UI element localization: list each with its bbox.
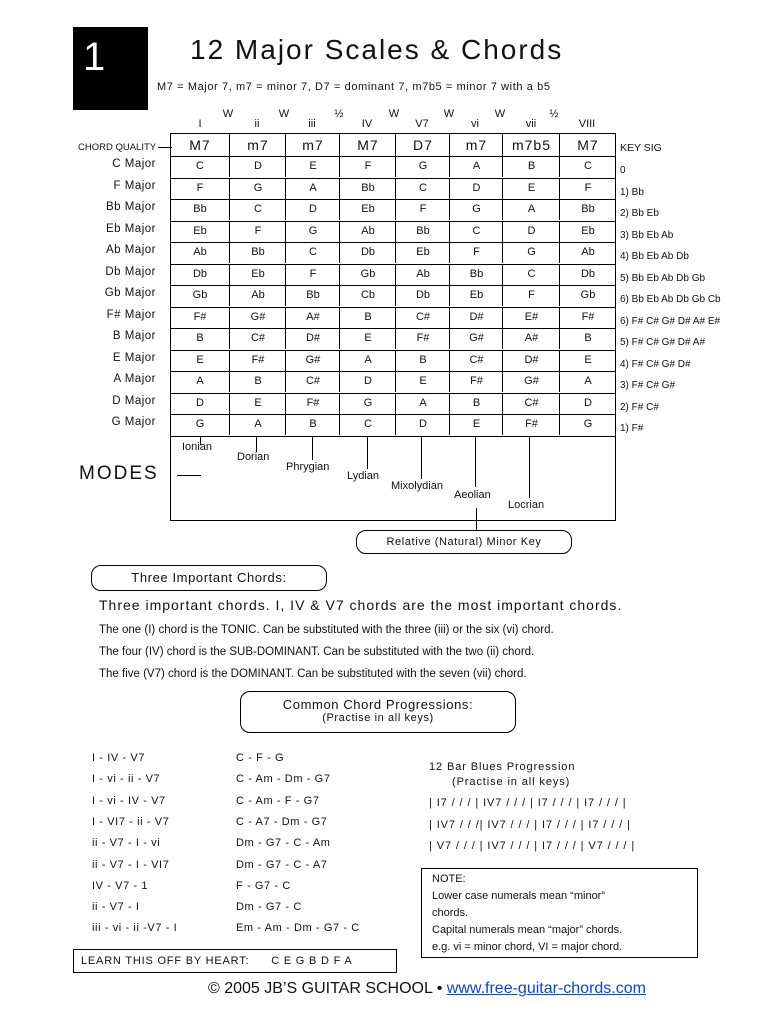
mode-pointer-line xyxy=(475,437,476,487)
note-cell: Bb xyxy=(193,203,207,215)
chord-quality-label: CHORD QUALITY xyxy=(78,142,157,153)
note-cell: Ab xyxy=(229,285,286,306)
key-signature: 3) Bb Eb Ab xyxy=(620,229,674,241)
degree-label: I xyxy=(198,118,202,130)
chord-quality-cell: m7b5 xyxy=(502,134,560,156)
chord-quality-cell: m7 xyxy=(229,134,286,156)
note-cell: F# xyxy=(502,414,560,435)
note-cell: D xyxy=(502,221,560,242)
copyright-text: © 2005 JB’S GUITAR SCHOOL • xyxy=(208,980,443,997)
note-cell: B xyxy=(229,371,286,392)
progression-numerals: ii - V7 - I xyxy=(92,901,140,914)
key-signature: 6) Bb Eb Ab Db Gb Cb xyxy=(620,294,721,305)
note-cell: F xyxy=(449,242,503,263)
degree-label: V7 xyxy=(415,118,429,130)
note-cell: F xyxy=(395,199,450,220)
note-cell: A xyxy=(229,414,286,435)
relative-minor-key-label: Relative (Natural) Minor Key xyxy=(356,530,572,554)
note-line: e.g. vi = minor chord, VI = major chord. xyxy=(432,941,623,953)
note-cell: E xyxy=(449,414,503,435)
degree-label: iii xyxy=(308,118,316,130)
note-cell: Ab xyxy=(193,246,207,258)
note-cell: A# xyxy=(285,307,340,328)
key-row-label: G Major xyxy=(111,416,156,428)
footer xyxy=(208,980,646,998)
chord-quality-cell: M7 xyxy=(559,134,616,156)
note-cell: D xyxy=(559,393,616,414)
key-signature: 0 xyxy=(620,165,626,176)
note-cell: C xyxy=(339,414,396,435)
note-cell: G xyxy=(195,418,205,430)
note-cell: B xyxy=(449,393,503,414)
relative-minor-pointer xyxy=(476,508,477,530)
note-cell: Eb xyxy=(449,285,503,306)
note-cell: F xyxy=(196,181,204,194)
key-signature: 4) F# C# G# D# xyxy=(620,358,691,370)
note-cell: Gb xyxy=(339,264,396,285)
progression-numerals: I - IV - V7 xyxy=(92,752,146,764)
note-cell: D xyxy=(229,156,286,177)
note-cell: F# xyxy=(559,307,616,328)
progression-chords: C - Am - F - G7 xyxy=(236,794,320,807)
note-cell: A xyxy=(559,371,616,392)
section-number-badge xyxy=(73,27,148,110)
note-cell: F# xyxy=(395,328,450,349)
note-cell: D# xyxy=(502,350,560,371)
note-cell: F xyxy=(285,264,340,285)
step-label: W xyxy=(443,108,455,120)
key-signature: 3) F# C# G# xyxy=(620,380,676,391)
note-cell: B xyxy=(339,307,396,328)
note-cell: A xyxy=(502,199,560,220)
blues-line: | V7 / / / | IV7 / / / | I7 / / / | V7 / / / | xyxy=(429,840,636,852)
note-cell: G xyxy=(229,178,286,199)
note-cell: E xyxy=(559,350,616,371)
note-cell: Bb xyxy=(339,178,396,199)
key-row-label: F# Major xyxy=(106,308,156,321)
chord-abbreviation-legend: M7 = Major 7, m7 = minor 7, D7 = dominant 7, m7b5 = minor 7 with a b5 xyxy=(157,81,551,93)
note-cell: E xyxy=(339,328,396,349)
step-label: W xyxy=(494,108,506,120)
key-row-label: E Major xyxy=(112,351,156,364)
note-cell: Eb xyxy=(193,224,207,237)
key-row-label: D Major xyxy=(112,394,156,407)
chord-quality-cell: M7 xyxy=(189,137,211,153)
progression-chords: C - A7 - Dm - G7 xyxy=(236,815,328,828)
common-progressions-title: Common Chord Progressions: xyxy=(282,697,474,712)
note-cell: E xyxy=(395,371,450,392)
note-cell: Bb xyxy=(449,264,503,285)
modes-label: MODES xyxy=(79,463,159,484)
key-row-label: C Major xyxy=(112,158,156,170)
note-cell: Db xyxy=(395,285,450,306)
key-signature: 1) Bb xyxy=(620,186,644,198)
note-cell: A# xyxy=(502,328,560,349)
note-cell: D xyxy=(395,414,450,435)
note-cell: F xyxy=(502,285,560,306)
chord-quality-cell: D7 xyxy=(395,134,450,156)
progression-chords: C - F - G xyxy=(236,752,285,764)
note-cell: D xyxy=(449,178,503,199)
mode-locrian: Locrian xyxy=(508,499,545,511)
section-number: 1 xyxy=(83,35,106,79)
progression-chords: Dm - G7 - C xyxy=(236,901,302,914)
mode-mixolydian: Mixolydian xyxy=(391,480,443,492)
note-cell: C# xyxy=(395,307,450,328)
note-cell: F# xyxy=(229,350,286,371)
note-cell: Bb xyxy=(559,199,616,220)
learn-by-heart-notes: C E G B D F A xyxy=(271,955,353,967)
mode-ionian: Ionian xyxy=(182,441,212,453)
note-cell: G xyxy=(395,156,450,177)
note-cell: Bb xyxy=(395,221,450,242)
step-label: W xyxy=(278,108,290,120)
mode-pointer-line xyxy=(421,437,422,479)
key-signature: 5) Bb Eb Ab Db Gb xyxy=(620,272,706,284)
mode-pointer-line xyxy=(312,437,313,460)
key-row-label: Bb Major xyxy=(105,201,156,213)
key-row-label: B Major xyxy=(112,330,156,342)
note-cell: D# xyxy=(285,328,340,349)
note-cell: F# xyxy=(449,371,503,392)
note-cell: A xyxy=(449,156,503,177)
note-cell: B xyxy=(196,332,204,344)
note-cell: B xyxy=(395,350,450,371)
degree-label: IV xyxy=(361,118,373,130)
note-cell: Gb xyxy=(559,285,616,306)
note-box xyxy=(421,868,698,958)
note-cell: E xyxy=(285,156,340,177)
note-cell: Bb xyxy=(229,242,286,263)
note-cell: B xyxy=(285,414,340,435)
note-cell: C xyxy=(559,156,616,177)
note-cell: E xyxy=(196,353,204,366)
note-cell: G# xyxy=(449,328,503,349)
progression-numerals: ii - V7 - I - vi xyxy=(92,837,161,850)
key-signature: 2) Bb Eb xyxy=(620,208,659,219)
subdominant-description: The four (IV) chord is the SUB-DOMINANT. Can be substituted with the two (ii) chord. xyxy=(99,646,535,658)
note-line: chords. xyxy=(432,907,469,919)
mode-pointer-line xyxy=(367,437,368,469)
page-title: 12 Major Scales & Chords xyxy=(190,34,564,65)
note-cell: Db xyxy=(559,264,616,285)
note-cell: E xyxy=(229,393,286,414)
note-cell: Eb xyxy=(229,264,286,285)
learn-by-heart-box xyxy=(73,949,397,973)
progression-chords: C - Am - Dm - G7 xyxy=(236,773,331,786)
key-signature: 4) Bb Eb Ab Db xyxy=(620,251,689,262)
note-cell: E# xyxy=(502,307,560,328)
mode-pointer-line xyxy=(529,437,530,498)
note-cell: C xyxy=(449,221,503,242)
step-label: ½ xyxy=(334,108,344,120)
progression-chords: Dm - G7 - C - Am xyxy=(236,837,331,850)
note-cell: Bb xyxy=(285,285,340,306)
degree-label: VIII xyxy=(578,118,596,130)
note-cell: Cb xyxy=(339,285,396,306)
blues-subtitle: (Practise in all keys) xyxy=(452,776,571,788)
note-cell: C xyxy=(395,178,450,199)
note-cell: G xyxy=(285,221,340,242)
mode-dorian: Dorian xyxy=(237,451,270,463)
note-cell: Ab xyxy=(339,221,396,242)
step-label: W xyxy=(222,108,234,120)
note-cell: G xyxy=(449,199,503,220)
note-cell: Eb xyxy=(559,221,616,242)
note-cell: C xyxy=(196,160,204,172)
progression-chords: Em - Am - Dm - G7 - C xyxy=(236,922,360,935)
chord-quality-cell: m7 xyxy=(285,134,340,156)
note-cell: A xyxy=(196,375,204,387)
note-cell: A xyxy=(285,178,340,199)
progression-numerals: IV - V7 - 1 xyxy=(92,879,149,892)
progression-chords: Dm - G7 - C - A7 xyxy=(236,858,328,871)
note-cell: D xyxy=(339,371,396,392)
note-cell: F xyxy=(229,221,286,242)
note-cell: D# xyxy=(449,307,503,328)
note-cell: F xyxy=(339,156,396,177)
note-cell: E xyxy=(502,178,560,199)
blues-title: 12 Bar Blues Progression xyxy=(429,761,576,773)
key-row-label: F Major xyxy=(113,179,156,192)
key-signature: 1) F# xyxy=(620,423,644,434)
key-row-label: A Major xyxy=(113,373,156,385)
note-cell: C xyxy=(285,242,340,263)
note-cell: C xyxy=(229,199,286,220)
note-cell: Gb xyxy=(192,289,208,301)
key-signature-header: KEY SIG xyxy=(620,142,662,154)
note-cell: C# xyxy=(449,350,503,371)
learn-by-heart-label: LEARN THIS OFF BY HEART: xyxy=(81,955,250,967)
common-progressions-subtitle: (Practise in all keys) xyxy=(322,712,434,724)
mode-phrygian: Phrygian xyxy=(286,461,330,473)
note-cell: A xyxy=(395,393,450,414)
blues-line: | IV7 / / /| IV7 / / / | I7 / / / | I7 / / / | xyxy=(429,819,631,831)
degree-label: vii xyxy=(525,118,537,130)
key-signature: 5) F# C# G# D# A# xyxy=(620,337,706,348)
blues-line: | I7 / / / | IV7 / / / | I7 / / / | I7 / / / | xyxy=(429,797,627,809)
degree-label: ii xyxy=(254,118,260,130)
note-cell: G xyxy=(502,242,560,263)
note-cell: A xyxy=(339,350,396,371)
note-cell: C xyxy=(502,264,560,285)
note-cell: F# xyxy=(285,393,340,414)
key-row-label: Db Major xyxy=(105,265,156,278)
note-cell: Ab xyxy=(559,242,616,263)
note-cell: G# xyxy=(285,350,340,371)
key-signature: 2) F# C# xyxy=(620,401,659,413)
note-cell: G xyxy=(339,393,396,414)
note-cell: Eb xyxy=(339,199,396,220)
chord-quality-cell: m7 xyxy=(449,134,503,156)
note-cell: Db xyxy=(339,242,396,263)
mode-lydian: Lydian xyxy=(347,470,380,482)
progression-numerals: iii - vi - ii -V7 - I xyxy=(92,922,178,935)
note-cell: G# xyxy=(229,307,286,328)
progression-numerals: I - VI7 - ii - V7 xyxy=(92,815,170,828)
note-cell: Eb xyxy=(395,242,450,263)
note-cell: B xyxy=(559,328,616,349)
progression-numerals: ii - V7 - I - VI7 xyxy=(92,858,170,871)
note-cell: D xyxy=(285,199,340,220)
step-label: ½ xyxy=(549,108,559,120)
website-link[interactable]: www.free-guitar-chords.com xyxy=(446,980,646,997)
note-line: NOTE: xyxy=(432,873,466,885)
modes-dash xyxy=(177,475,201,476)
note-line: Capital numerals mean “major” chords. xyxy=(432,924,623,936)
note-cell: C# xyxy=(285,371,340,392)
degree-label: vi xyxy=(471,118,479,130)
chord-quality-cell: M7 xyxy=(339,134,396,156)
note-cell: F xyxy=(559,178,616,199)
note-cell: Db xyxy=(192,267,208,280)
note-cell: G xyxy=(559,414,616,435)
note-cell: D xyxy=(196,396,204,409)
key-row-label: Ab Major xyxy=(105,244,156,256)
key-row-label: Eb Major xyxy=(105,222,156,235)
dominant-description: The five (V7) chord is the DOMINANT. Can be substituted with the seven (vii) chord. xyxy=(99,668,527,680)
note-cell: C# xyxy=(229,328,286,349)
progression-chords: F - G7 - C xyxy=(236,879,291,892)
common-progressions-heading xyxy=(240,691,516,733)
note-cell: C# xyxy=(502,393,560,414)
key-signature: 6) F# C# G# D# A# E# xyxy=(620,315,721,327)
three-chords-summary: Three important chords. I, IV & V7 chords are the most important chords. xyxy=(99,597,623,613)
table-row-divider xyxy=(171,436,615,437)
progression-numerals: I - vi - ii - V7 xyxy=(92,773,161,786)
mode-aeolian: Aeolian xyxy=(454,489,491,501)
note-line: Lower case numerals mean “minor” xyxy=(432,890,606,902)
progression-numerals: I - vi - IV - V7 xyxy=(92,794,166,807)
three-important-chords-heading: Three Important Chords: xyxy=(91,565,327,591)
note-cell: G# xyxy=(502,371,560,392)
key-row-label: Gb Major xyxy=(104,287,156,299)
mode-pointer-line xyxy=(256,437,257,452)
note-cell: F# xyxy=(193,310,207,323)
note-cell: B xyxy=(502,156,560,177)
note-cell: Ab xyxy=(395,264,450,285)
step-label: W xyxy=(388,108,400,120)
tonic-description: The one (I) chord is the TONIC. Can be substituted with the three (iii) or the six (vi) chord. xyxy=(99,624,554,636)
